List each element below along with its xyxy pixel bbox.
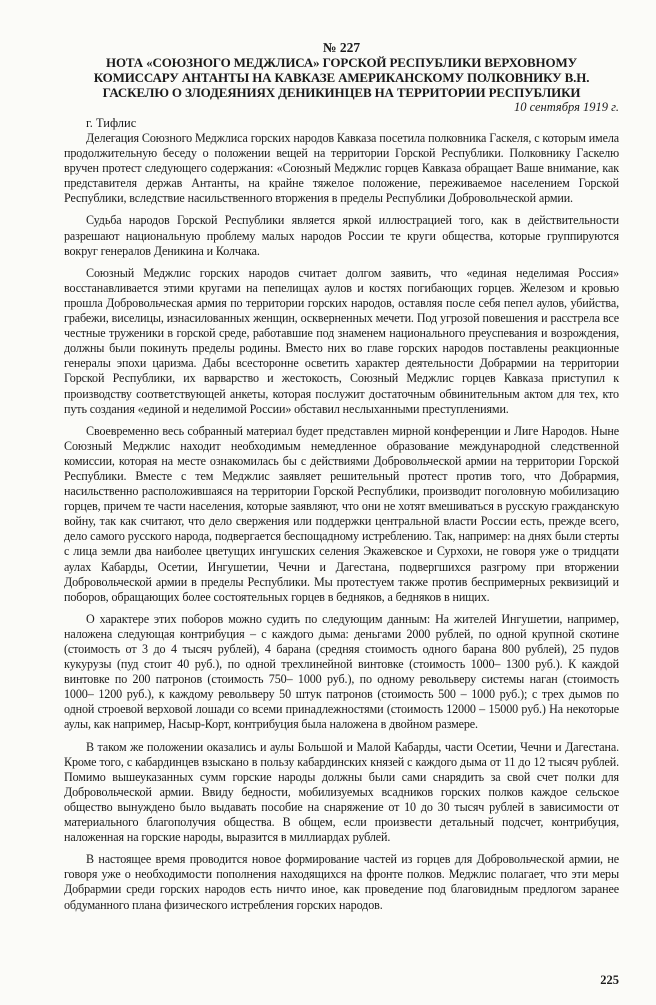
paragraph: В настоящее время проводится новое формирование частей из горцев для Добровольческой армии, не говоря уже о необходимости пополнения находящихся на фронте полков. Меджлис полагает, что эти меры Добрармии среди горских народов есть ничто иное, как проведение под благовидным предлогом заранее обдуманного плана физического истребления горских народов. <box>64 852 619 912</box>
document-page <box>64 40 619 988</box>
document-place: г. Тифлис <box>86 116 137 130</box>
paragraph: О характере этих поборов можно судить по следующим данным: На жителей Ингушетии, например, наложена следующая контрибуция – с каждого дыма: деньгами 2000 рублей, по одной крупной скотине (стоимость от 3 до 4 тысяч рублей), 4 барана (средняя стоимость одного барана 800 рублей), 25 пудов кукурузы (пуд стоит 40 руб.), по одной трехлинейной винтовке (стоимость 1000– 1300 руб.). К каждой винтовке по 200 патронов (стоимость 750– 1000 руб.), по одному револьверу системы наган (стоимость 1000– 1200 руб.), к каждому револьверу 50 штук патронов (стоимость 500 – 1000 руб.); с трех дымов по одной строевой верховой лошади со всеми принадлежностями (стоимость 12000 – 15000 руб.) На некоторые аулы, как например, Насыр-Корт, контрибуция была наложена в двойном размере. <box>64 611 619 732</box>
document-date: 10 сентября 1919 г. <box>513 100 619 114</box>
paragraph: В таком же положении оказались и аулы Большой и Малой Кабарды, части Осетии, Чечни и Дагестана. Кроме того, с кабардинцев взыскано в пользу кабардинских князей с каждого дыма от 11 до 12 тысяч рублей. Помимо вышеуказанных сумм горские народы должны были сами снарядить за свой счет полки для Добровольческой армии. Ввиду бедности, мобилизуемых всадников горских полков каждое сельское общество вынуждено было выдавать пособие на снаряжение от 10 до 30 тысяч рублей в зависимости от материального благополучия общества. В общем, если произвести детальный подсчет, контрибуция, наложенная на горские народы, выразится в миллиардах рублей. <box>64 739 619 845</box>
paragraph: Делегация Союзного Меджлиса горских народов Кавказа посетила полковника Гаскеля, с которым имела продолжительную беседу о положении вещей на территории Горской Республики. Полковнику Гаскелю вручен протест следующего содержания: «Союзный Меджлис горцев Кавказа обращает Ваше внимание, как представителя держав Антанты, на крайне тяжелое положение, переживаемое населением Горской Республики, вследствие насильственного вторжения в пределы Республики Добровольческой армии. <box>64 131 619 206</box>
paragraph: Своевременно весь собранный материал будет представлен мирной конференции и Лиге Народов. Ныне Союзный Меджлис находит необходимым немедленное образование международной следственной комиссии, которая на месте ознакомилась бы с действиями Добровольческой армии на территории Горской Республики. Вместе с тем Меджлис заявляет решительный протест против того, что Добрармия, насильственно расположившаяся на территории Горской Республики, производит поголовную мобилизацию горцев, причем те части населения, которые заявляют, что они не хотят вмешиваться в русскую гражданскую войну, так как считают, что дело свержения или поддержки центральной власти России есть, прежде всего, дело самого русского народа, подвергается беспощадному истреблению. Так, например: на днях были стерты с лица земли два наиболее цветущих ингушских селения Экажевское и Сурхохи, не говоря уже о тридцати аулах Кабарды, Осетии, Ингушетии, Чечни и Дагестана, подвергшихся разгрому при вторжении Добровольческой армии в пределы Республики. Мы протестуем также против беспримерных реквизиций и поборов, обращающих более состоятельных горцев в бедняков, а бедняков в нищих. <box>64 423 619 604</box>
paragraph: Союзный Меджлис горских народов считает долгом заявить, что «единая неделимая Россия» восстанавливается этими кругами на пепелищах аулов и костях погибающих горцев. Железом и кровью прошла Добровольческая армия по территории горских народов, оставляя после себя пепел аулов, убийства, грабежи, виселицы, изнасилованных женщин, оскверненных мечети. Под угрозой повешения и расстрела все честные труженики в горской среде, работавшие под знаменем национального преуспевания и возрождения, должны были покинуть пределы родины. Вместо них во главе горских народов поставлены реакционные генералы эпохи царизма. Дабы всесторонне осветить характер деятельности Добрармии на территории Горской Республики, их варварство и жестокость, Союзный Меджлис горцев Кавказа приступил к производству соответствующей анкеты, которая послужит достаточным обвинительным актом для тех, кто путь создания «единой и неделимой России» обставил неслыханными преступлениями. <box>64 265 619 416</box>
page-number: 225 <box>600 973 619 987</box>
document-number: № 227 <box>322 40 361 55</box>
document-title: НОТА «СОЮЗНОГО МЕДЖЛИСА» ГОРСКОЙ РЕСПУБЛИКИ ВЕРХОВНОМУ КОМИССАРУ АНТАНТЫ НА КАВКАЗЕ АМЕРИКАНСКОМУ ПОЛКОВНИКУ В.Н. ГАСКЕЛЮ О ЗЛОДЕЯНИЯХ ДЕНИКИНЦЕВ НА ТЕРРИТОРИИ РЕСПУБЛИКИ <box>93 55 590 100</box>
paragraph: Судьба народов Горской Республики является яркой иллюстрацией того, как в действительности разрешают национальную проблему малых народов России те круги общества, которые группируются вокруг генералов Деникина и Колчака. <box>64 213 619 258</box>
